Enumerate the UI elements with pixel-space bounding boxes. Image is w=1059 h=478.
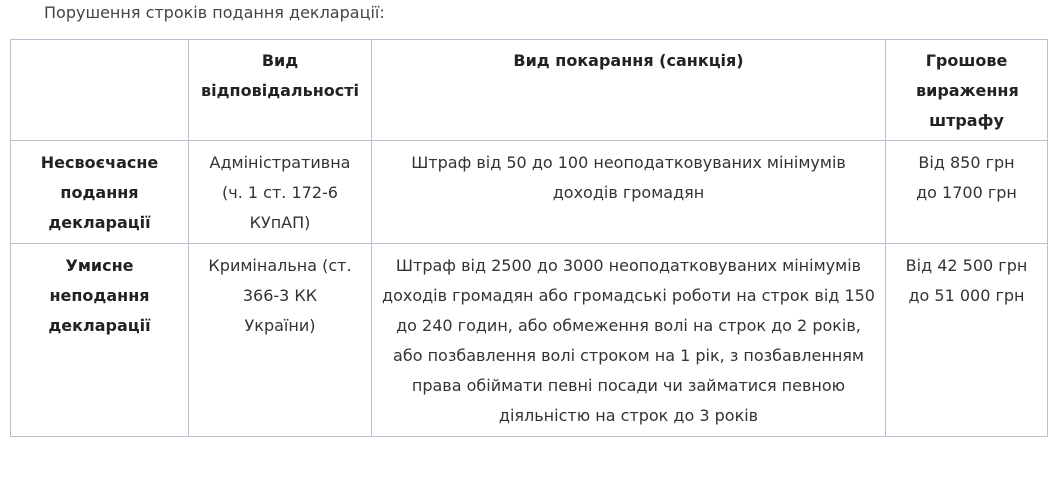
row-penalty: [372, 141, 886, 244]
row-penalty-label: Штраф від 50 до 100 неоподатковуваних мінімумів доходів громадян: [411, 153, 846, 202]
row-liability-label: Кримінальна (ст. 366-3 КК України): [208, 256, 352, 335]
table-row: [11, 141, 1048, 244]
row-liability: [189, 141, 372, 244]
row-violation-label: Несвоєчасне подання декларації: [40, 153, 159, 232]
row-liability: [189, 244, 372, 437]
header-fine-amount: [886, 40, 1048, 141]
header-liability-type: [189, 40, 372, 141]
intro-text: Порушення строків подання декларації:: [44, 3, 385, 22]
table-row: [11, 244, 1048, 437]
row-liability-label: Адміністративна (ч. 1 ст. 172-6 КУпАП): [209, 153, 351, 232]
row-violation: [11, 141, 189, 244]
header-empty: [11, 40, 189, 141]
row-amount-label: Від 850 грн до 1700 грн: [916, 153, 1017, 202]
row-amount-label: Від 42 500 грн до 51 000 грн: [905, 256, 1028, 305]
header-penalty-type-label: Вид покарання (санкція): [513, 51, 744, 70]
table-header-row: [11, 40, 1048, 141]
header-fine-amount-label: Грошове вираження штрафу: [916, 51, 1019, 130]
row-penalty: [372, 244, 886, 437]
header-liability-type-label: Вид відповідальності: [201, 51, 360, 100]
row-violation: [11, 244, 189, 437]
row-amount: [886, 141, 1048, 244]
header-penalty-type: [372, 40, 886, 141]
sanctions-table: [10, 39, 1048, 437]
row-violation-label: Умисне неподання декларації: [48, 256, 151, 335]
row-penalty-label: Штраф від 2500 до 3000 неоподатковуваних мінімумів доходів громадян або громадські роботи на строк від 150 до 240 годин, або обмеження волі на строк до 2 років, або позбавлення волі строком на 1 рік, з позбавленням права обіймати певні посади чи займатися певною діяльністю на строк до 3 років: [382, 256, 875, 425]
row-amount: [886, 244, 1048, 437]
